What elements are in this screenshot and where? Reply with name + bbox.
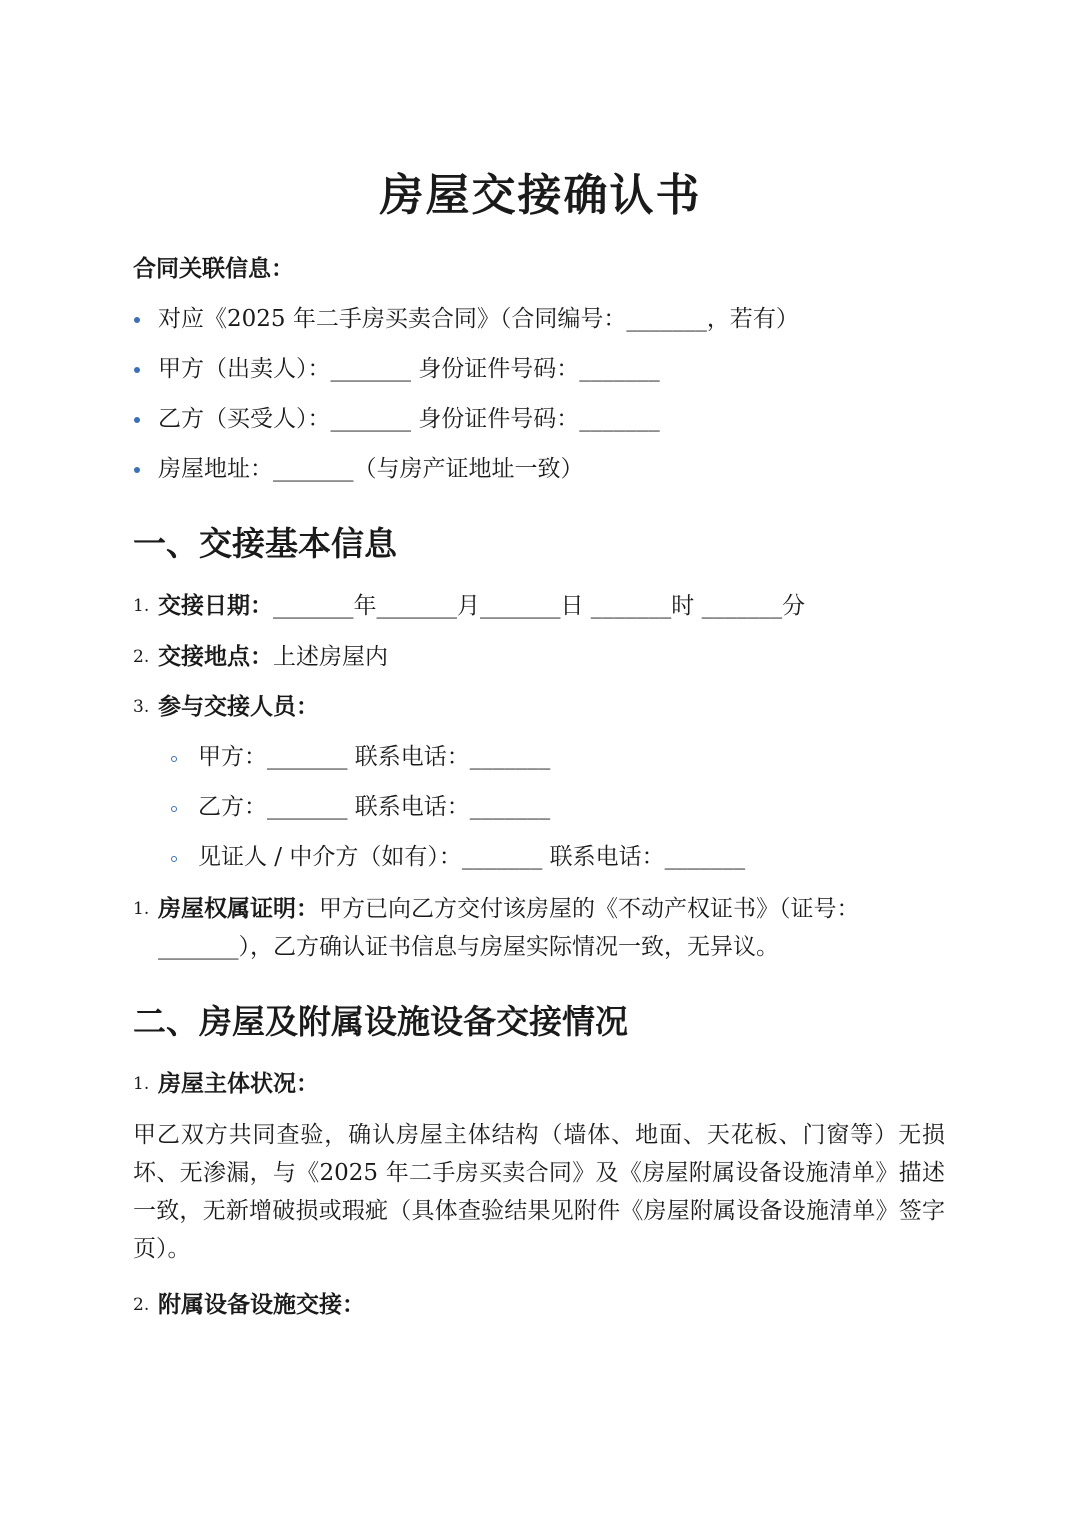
bullet-icon bbox=[134, 417, 140, 423]
ownership-proof-label: 房屋权属证明： bbox=[158, 895, 319, 922]
contract-info-item: 对应《2025 年二手房买卖合同》（合同编号：_______，若有） bbox=[158, 306, 799, 332]
main-structure-paragraph: 甲乙双方共同查验，确认房屋主体结构（墙体、地面、天花板、门窗等）无损坏、无渗漏，与《2025 年二手房买卖合同》及《房屋附属设备设施清单》描述一致，无新增破损或瑕疵（具体查验结果见附件《房屋附属设备设施清单》签字页）。 bbox=[133, 1122, 945, 1262]
circle-bullet-icon bbox=[171, 806, 177, 812]
list-number: 1. bbox=[133, 1074, 150, 1094]
section2-heading: 二、房屋及附属设施设备交接情况 bbox=[133, 1002, 628, 1041]
circle-bullet-icon bbox=[171, 856, 177, 862]
participants-label: 参与交接人员： bbox=[158, 693, 319, 720]
bullet-icon bbox=[134, 367, 140, 373]
participant-item: 甲方：_______ 联系电话：_______ bbox=[198, 744, 551, 770]
bullet-icon bbox=[134, 317, 140, 323]
circle-bullet-icon bbox=[171, 756, 177, 762]
bullet-icon bbox=[134, 467, 140, 473]
participant-item: 见证人 / 中介方（如有）：_______ 联系电话：_______ bbox=[198, 844, 746, 870]
list-number: 3. bbox=[133, 697, 150, 717]
list-number: 2. bbox=[133, 1295, 150, 1315]
list-number: 1. bbox=[133, 596, 150, 616]
list-number: 2. bbox=[133, 647, 150, 667]
participant-item: 乙方：_______ 联系电话：_______ bbox=[198, 794, 551, 820]
handover-location bbox=[158, 641, 388, 673]
section1-heading: 一、交接基本信息 bbox=[133, 524, 397, 563]
handover-date-label: 交接日期： bbox=[158, 592, 273, 619]
handover-location-value: 上述房屋内 bbox=[273, 644, 388, 670]
contract-info-item: 房屋地址：_______（与房产证地址一致） bbox=[158, 456, 584, 482]
handover-location-label: 交接地点： bbox=[158, 643, 273, 670]
ownership-proof bbox=[158, 893, 860, 925]
contract-info-item: 甲方（出卖人）：_______ 身份证件号码：_______ bbox=[158, 356, 660, 382]
document-title: 房屋交接确认书 bbox=[379, 170, 702, 221]
contract-info-heading: 合同关联信息： bbox=[133, 255, 294, 282]
handover-date bbox=[158, 590, 805, 622]
ownership-proof-text: 甲方已向乙方交付该房屋的《不动产权证书》（证号： bbox=[319, 896, 860, 922]
contract-info-item: 乙方（买受人）：_______ 身份证件号码：_______ bbox=[158, 406, 660, 432]
ownership-proof-continued: _______），乙方确认证书信息与房屋实际情况一致，无异议。 bbox=[158, 934, 779, 960]
list-number: 1. bbox=[133, 899, 150, 919]
main-structure-label: 房屋主体状况： bbox=[158, 1070, 319, 1097]
facilities-handover-label: 附属设备设施交接： bbox=[158, 1291, 365, 1318]
handover-date-value: _______年_______月_______日 _______时 _______分 bbox=[273, 593, 806, 619]
